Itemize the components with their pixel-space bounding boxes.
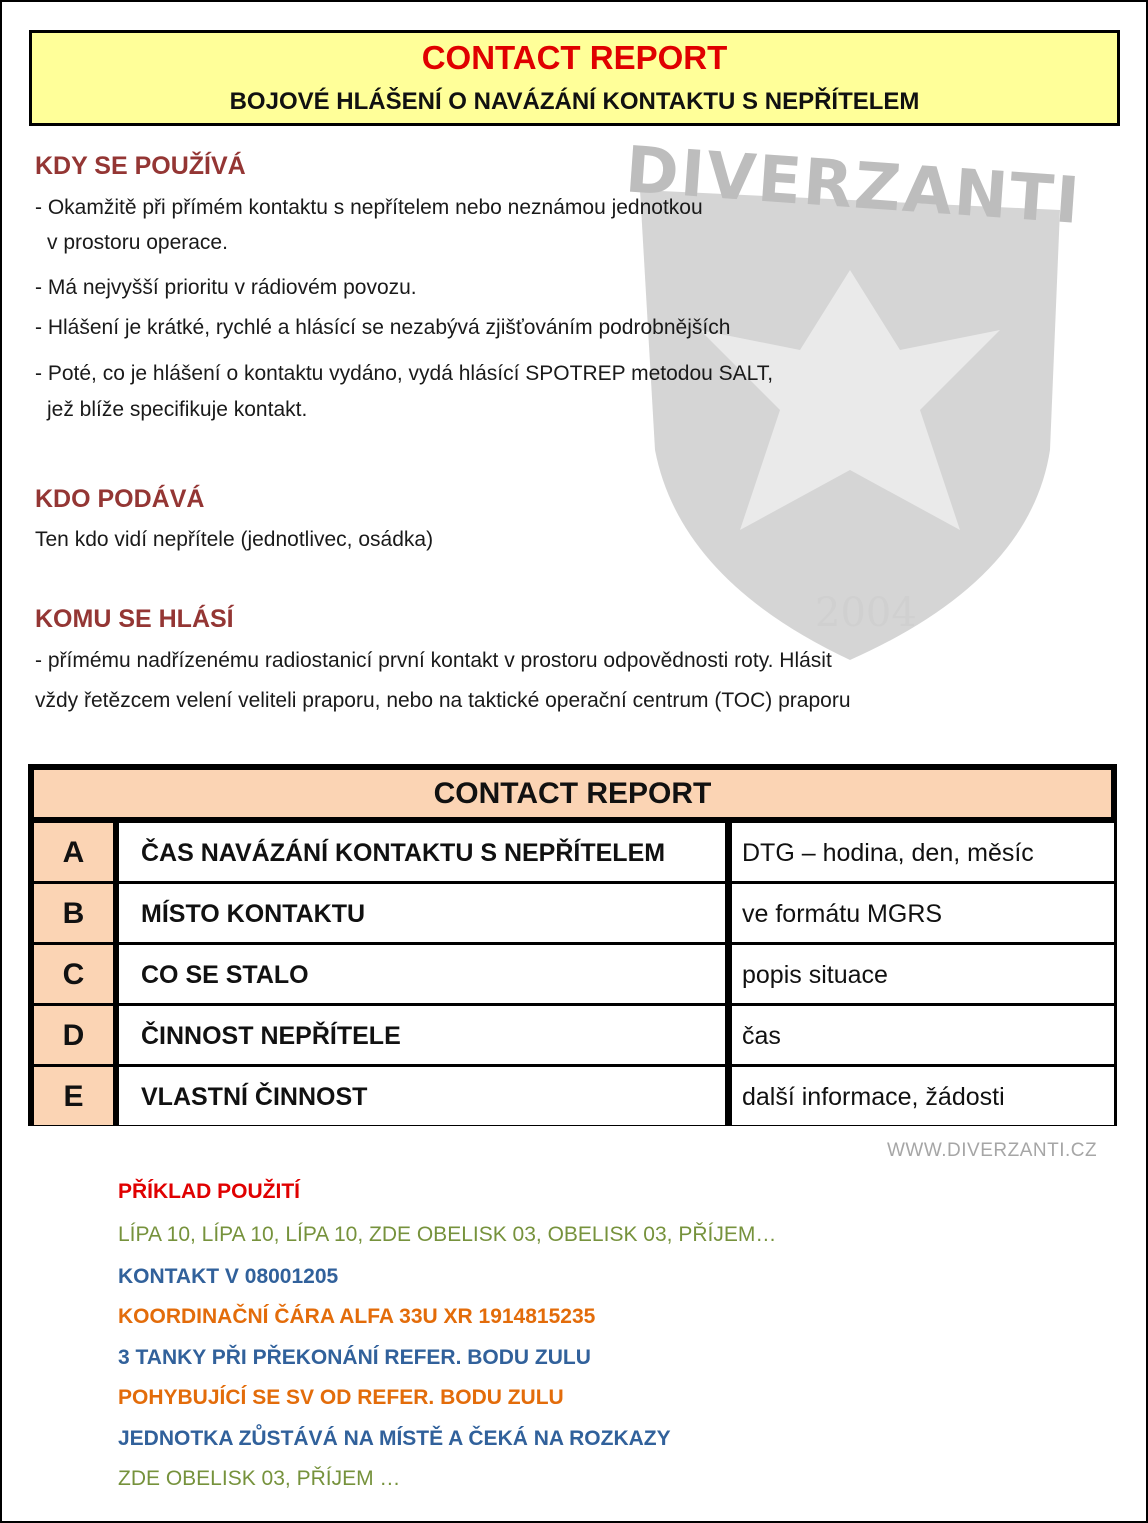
row-field: ČINNOST NEPŘÍTELE	[119, 1006, 725, 1064]
example-title: PŘÍKLAD POUŽITÍ	[118, 1180, 300, 1203]
example-line: LÍPA 10, LÍPA 10, LÍPA 10, ZDE OBELISK 03, OBELISK 03, PŘÍJEM…	[118, 1223, 777, 1246]
who-text: Ten kdo vidí nepřítele (jednotlivec, osádka)	[35, 528, 434, 551]
example-line: KOORDINAČNÍ ČÁRA ALFA 33U XR 1914815235	[118, 1305, 596, 1328]
row-field: ČAS NAVÁZÁNÍ KONTAKTU S NEPŘÍTELEM	[119, 823, 725, 881]
row-description: popis situace	[732, 945, 1114, 1003]
row-description: ve formátu MGRS	[732, 884, 1114, 942]
when-line: jež blíže specifikuje kontakt.	[47, 398, 308, 421]
example-line: 3 TANKY PŘI PŘEKONÁNÍ REFER. BODU ZULU	[118, 1346, 591, 1369]
row-letter: D	[34, 1006, 113, 1064]
section-title-to-whom: KOMU SE HLÁSÍ	[35, 605, 234, 633]
to-whom-line: vždy řetězcem velení veliteli praporu, nebo na taktické operační centrum (TOC) praporu	[35, 689, 851, 712]
watermark-text: DIVERZANTI	[623, 133, 1084, 240]
when-line: - Hlášení je krátké, rychlé a hlásící se nezabývá zjišťováním podrobnějších	[35, 316, 731, 339]
row-description: čas	[732, 1006, 1114, 1064]
row-field: MÍSTO KONTAKTU	[119, 884, 725, 942]
example-line: POHYBUJÍCÍ SE SV OD REFER. BODU ZULU	[118, 1386, 564, 1409]
example-line: JEDNOTKA ZŮSTÁVÁ NA MÍSTĚ A ČEKÁ NA ROZKAZY	[118, 1427, 671, 1450]
row-letter: E	[34, 1067, 113, 1125]
example-line: KONTAKT V 08001205	[118, 1265, 339, 1288]
when-line: - Okamžitě při přímém kontaktu s nepřítelem nebo neznámou jednotkou	[35, 196, 703, 219]
row-field: CO SE STALO	[119, 945, 725, 1003]
row-description: další informace, žádosti	[732, 1067, 1114, 1125]
table-title: CONTACT REPORT	[34, 770, 1111, 817]
watermark-year: 2004	[815, 590, 917, 636]
page-subtitle: BOJOVÉ HLÁŠENÍ O NAVÁZÁNÍ KONTAKTU S NEPŘÍTELEM	[229, 88, 920, 115]
section-title-when: KDY SE POUŽÍVÁ	[35, 152, 246, 180]
example-line: ZDE OBELISK 03, PŘÍJEM …	[118, 1467, 401, 1490]
section-title-who: KDO PODÁVÁ	[35, 485, 205, 513]
table-row	[31, 1067, 1114, 1125]
row-letter: A	[34, 823, 113, 881]
website-link[interactable]: WWW.DIVERZANTI.CZ	[887, 1140, 1098, 1161]
table-row	[31, 945, 1114, 1003]
row-description: DTG – hodina, den, měsíc	[732, 823, 1114, 881]
row-field: VLASTNÍ ČINNOST	[119, 1067, 725, 1125]
page-title: CONTACT REPORT	[421, 39, 728, 76]
table-row	[31, 823, 1114, 881]
row-letter: B	[34, 884, 113, 942]
when-line: - Poté, co je hlášení o kontaktu vydáno, vydá hlásící SPOTREP metodou SALT,	[35, 362, 774, 385]
table-row	[31, 1006, 1114, 1064]
contact-report-table	[28, 764, 1117, 1126]
to-whom-line: - přímému nadřízenému radiostanicí první kontakt v prostoru odpovědnosti roty. Hlásit	[35, 649, 832, 672]
header-box	[29, 30, 1120, 126]
when-line: v prostoru operace.	[47, 231, 228, 254]
when-line: - Má nejvyšší prioritu v rádiovém povozu.	[35, 276, 417, 299]
table-row	[31, 884, 1114, 942]
row-letter: C	[34, 945, 113, 1003]
